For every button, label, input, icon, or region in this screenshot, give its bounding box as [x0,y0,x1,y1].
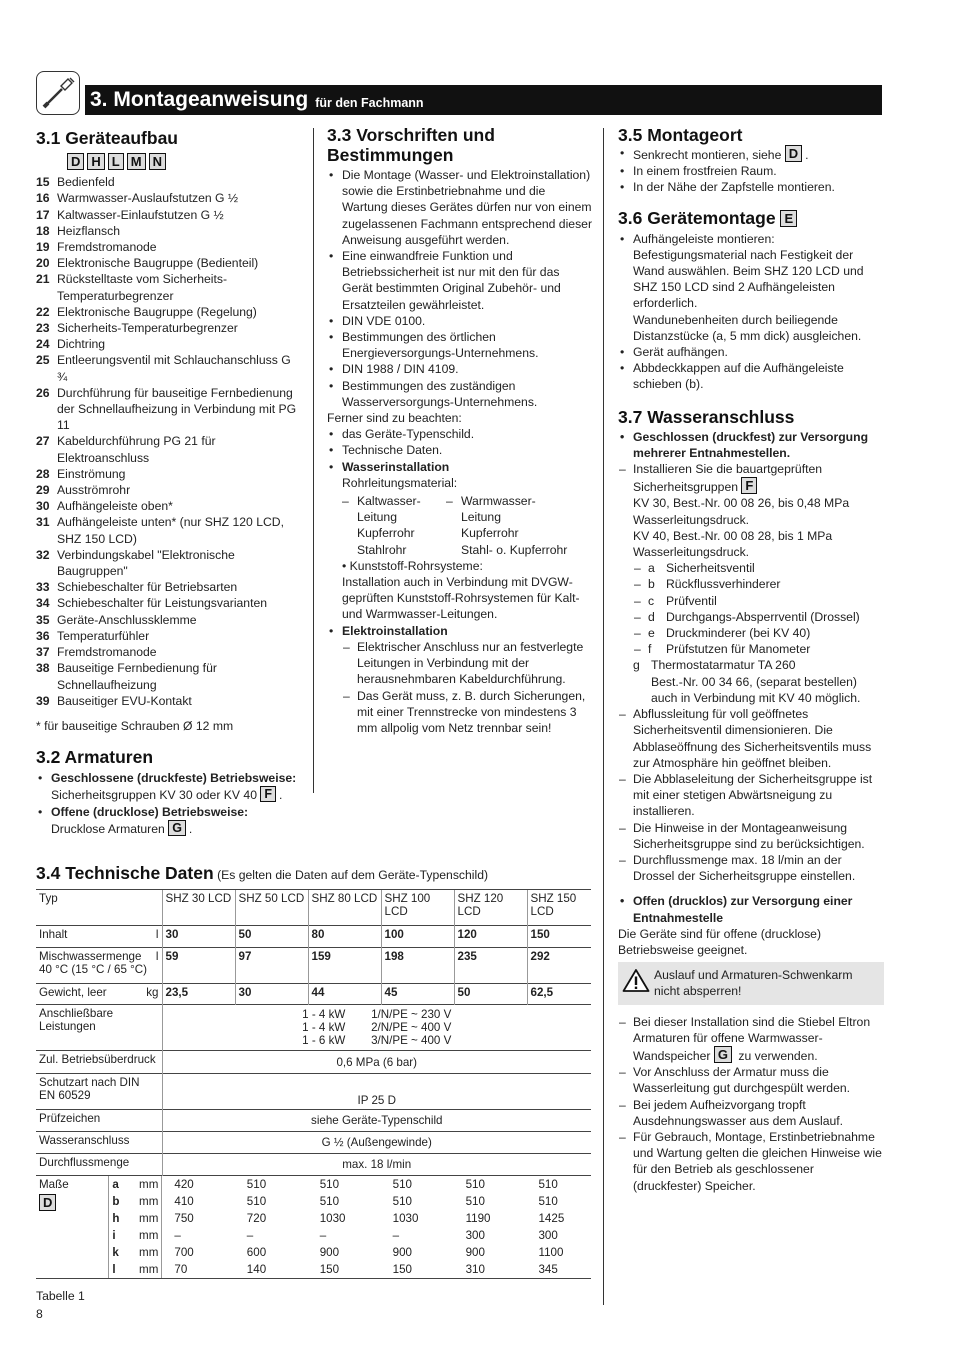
badge: D [785,145,802,162]
footnote: * für bauseitige Schrauben Ø 12 mm [36,718,234,733]
model-badges [67,153,302,171]
list-item: 33 Schiebeschalter für Betriebsarten [36,580,238,595]
list-item: – a Sicherheitsventil [633,560,884,576]
list-item: • DIN 1988 / DIN 4109. [327,361,593,377]
table-row: Durchflussmenge max. 18 l/min [36,1154,591,1176]
list-item: 15 Bedienfeld [36,175,115,190]
list-item: 19 Fremdstromanode [36,240,157,255]
list-item: – e Druckminderer (bei KV 40) [633,625,884,641]
closed-heading: • Geschlossen (druckfest) zur Versorgung mehrerer Entnahmestellen. [618,429,884,461]
list-item: • In der Nähe der Zapfstelle montieren. [618,179,884,195]
list-item: – Vor Anschluss der Armatur muss die Wasserleitung gut durchgespült werden. [618,1064,884,1096]
table-row: Schutzart nach DIN EN 60529 IP 25 D [36,1074,591,1110]
list-item: – Die Abblaseleitung der Sicherheitsgruppe ist mit einer stetigen Abwärtsneigung zu installieren. [618,771,884,820]
list-item: 22 Elektronische Baugruppe (Regelung) [36,304,257,319]
list-item: • Eine einwandfreie Funktion und Betriebssicherheit ist nur mit den für das Gerät bestimmten Original Zubehör- und Ersatzteilen gewährleistet. [327,248,593,313]
table-row: b mm 410 510 510 510 510 510 [112,1195,558,1208]
list-item: • In einem frostfreien Raum. [618,163,884,179]
list-item: • Senkrecht montieren, siehe D . [618,145,884,163]
list-item: 37 Fremdstromanode [36,645,157,660]
section-title-3-5: 3.5 Montageort [618,125,743,145]
badge: G [714,1046,732,1063]
list-item: 30 Aufhängeleiste oben* [36,499,173,514]
list-item: 38 Bauseitige Fernbedienung für Schnellaufheizung [36,661,217,692]
section-header [85,85,882,115]
page-subtitle: für den Fachmann [315,96,424,110]
hinweis-list [618,706,884,884]
table-row: Typ SHZ 30 LCD SHZ 50 LCD SHZ 80 LCD SHZ 100 LCD SHZ 120 LCD SHZ 150 LCD [36,890,591,926]
list-item: 20 Elektronische Baugruppe (Bedienteil) [36,256,259,271]
closed-dash-list [618,461,884,706]
table-caption: Tabelle 1 [36,1289,85,1303]
table-row: k mm 700 600 900 900 900 1100 [112,1246,564,1259]
dimensions-table [36,1176,591,1278]
list-item: 29 Ausströmrohr [36,483,131,498]
armaturen-list [36,770,302,837]
list-item: – Durchflussmenge max. 18 l/min an der Drossel der Sicherheitsgruppe einstellen. [618,852,884,884]
table-row: Maße D a mm 420 510 510 510 510 510 [36,1176,591,1193]
tech-data-table [36,889,591,1279]
list-item: 23 Sicherheits-Temperaturbegrenzer [36,321,238,336]
montageort-list [618,145,884,196]
component-letter-list [633,560,884,657]
list-item: 25 Entleerungsventil mit Schlauchanschluss G ¾ [36,353,291,384]
elektro-list [342,639,593,736]
list-item: • Geschlossene (druckfeste) Betriebsweise: Sicherheitsgruppen KV 30 oder KV 40 F . [36,770,302,803]
badge: N [149,153,166,170]
component-list [36,174,302,709]
list-item: 32 Verbindungskabel "Elektronische Baugruppen" [36,547,235,579]
warning-text: Auslauf und Armaturen-Schwenkarm nicht absperren! [654,968,853,999]
badge: E [780,210,797,227]
tech-data-heading [36,863,616,883]
list-item: • Gerät aufhängen. [618,344,884,360]
section-title-3-2: 3.2 Armaturen [36,747,154,768]
column-2 [327,125,593,736]
badge: L [108,153,124,170]
list-item: • Abbdeckkappen auf die Aufhängeleiste schieben (b). [618,360,884,392]
ferner-list [327,426,593,736]
table-row: Inhalt l 30 50 80 100 120 150 [36,926,591,948]
list-item: – Elektrischer Anschluss nur an festverlegte Leitungen in Verbindung mit der herausnehmbaren Kabeldurchführung. [342,639,593,688]
list-item: 39 Bauseitiger EVU-Kontakt [36,693,192,708]
warning-box [618,962,884,1004]
section-title-3-4: 3.4 Technische Daten [36,863,214,883]
list-item: • Bestimmungen des zuständigen Wasserversorgungs-Unternehmens. [327,378,593,410]
list-item: – Die Hinweise in der Montageanweisung Sicherheitsgruppe sind zu berücksichtigen. [618,820,884,852]
list-item: • das Geräte-Typenschild. [327,426,593,442]
badge: G [168,820,186,836]
list-item: – f Prüfstutzen für Manometer [633,641,884,657]
masse-label: Maße [39,1178,69,1191]
list-item: – Abflussleitung für voll geöffnetes Sicherheitsventil dimensionieren. Die Abblaseöffnung des Sicherheitsventils muss zur Atmosphäre hin geöffnet bleiben. [618,706,884,771]
list-item: 17 Kaltwasser-Einlaufstutzen G ½ [36,207,224,222]
list-item: • Offene (drucklose) Betriebsweise: Drucklose Armaturen G . [36,804,302,837]
list-item: – b Rückflussverhinderer [633,576,884,592]
page-title: 3. Montageanweisung [90,88,309,111]
badge: F [741,477,757,494]
warning-icon [622,968,650,993]
table-row [36,1176,591,1279]
badge: D [67,153,84,170]
list-item: 18 Heizflansch [36,223,120,238]
table-row: l Mischwassermenge 40 °C (15 °C / 65 °C) 59 97 159 198 235 292 [36,948,591,984]
table-row: Gewicht, leer kg 23,5 30 44 45 50 62,5 [36,984,591,1005]
list-item: – Für Gebrauch, Montage, Erstinbetriebnahme und Wartung gelten die gleichen Hinweise wie für den Betrieb als geschlossener (druckfester) Speicher. [618,1129,884,1194]
list-item: – Installieren Sie die bauartgeprüften Sicherheitsgruppen F KV 30, Best.-Nr. 00 08 26, bis 0,48 MPa Wasserleitungsdruck. KV 40, Best.-Nr. 00 08 28, bis 1 MPa Wasserleitungsdruck. – a Sicherheitsventil – b Rückflussverhinderer – c Prüfventil – d Durchgangs-Absperrventil (Drossel) – e Druckminderer (bei KV 40) – f Prüfstutzen für Manometer g Thermostatarmatur TA 260 Best.-Nr. 00 34 66, (separat bestellen) auch in Verbindung mit KV 40 möglich. [618,461,884,706]
tool-icon [36,71,80,115]
badge: D [39,1194,56,1211]
list-item: 16 Warmwasser-Auslaufstutzen G ½ [36,191,239,206]
column-3 [618,125,884,1194]
list-item: 36 Temperaturfühler [36,628,150,643]
pipe-material-table: – Kaltwasser-Leitung Kupferrohr Stahlrohr – Warmwasser-Leitung Kupferrohr Stahl- o. Kupferrohr [342,494,568,557]
open-text: Die Geräte sind für offene (drucklose) Betriebsweise geeignet. [618,926,821,957]
table-row: l mm 70 140 150 150 310 345 [112,1263,558,1276]
table-row: Anschließbare Leistungen 1 - 4 kW 1/N/PE ~ 230 V 1 - 4 kW 2/N/PE ~ 400 V 1 - 6 kW 3/N/PE ~ 400 V [36,1005,591,1051]
list-item: • Technische Daten. [327,442,593,458]
geraetemontage-list [618,231,884,393]
section-title-3-7: 3.7 Wasseranschluss [618,406,795,427]
list-item: • Elektroinstallation – Elektrischer Anschluss nur an festverlegte Leitungen in Verbindung mit der herausnehmbaren Kabeldurchführung. – Das Gerät muss, z. B. durch Sicherungen, mit einer Trennstrecke von mindestens 3 mm allpolig vom Netz trennbar sein! [327,623,593,736]
column-1 [36,128,302,837]
list-item: • Bestimmungen des örtlichen Energieversorgungs-Unternehmens. [327,329,593,361]
table-row: i mm – – – – 300 300 [112,1229,558,1242]
list-item: • Die Montage (Wasser- und Elektroinstallation) sowie die Erstinbetriebnahme und die Wartung dieses Gerätes dürfen nur von einem zugelassenen Fachmann entsprechend dieser Anweisung ausgeführt werden. [327,167,593,248]
section-title-3-1: 3.1 Geräteaufbau [36,128,178,148]
list-item: – Bei dieser Installation sind die Stiebel Eltron Armaturen für offene Warmwasser-Wandspeicher G zu verwenden. [618,1014,884,1065]
list-item: • Wasserinstallation Rohrleitungsmaterial: – Kaltwasser-Leitung Kupferrohr Stahlrohr – Warmwasser-Leitung Kupferrohr Stahl- o. Kupferrohr • Kunststoff-Rohrsysteme: Installation auch in Verbindung mit DVGW-geprüften Kunststoff-Rohrsystemen für Kalt- und Warmwasser-Leitungen. [327,459,593,623]
list-item: 31 Aufhängeleiste unten* (nur SHZ 120 LCD, SHZ 150 LCD) [36,515,284,546]
badge: H [87,153,104,170]
page-number: 8 [36,1307,43,1321]
list-item: – d Durchgangs-Absperrventil (Drossel) [633,609,884,625]
list-item: • Aufhängeleiste montieren: Befestigungsmaterial nach Festigkeit der Wand auswählen. Beim SHZ 120 LCD und SHZ 150 LCD sind 2 Aufhängeleisten erforderlich. Wandunebenheiten durch beiliegende Distanzstücke (a, 5 mm dick) ausgleichen. [618,231,884,344]
badge: F [260,786,276,802]
list-item: – Das Gerät muss, z. B. durch Sicherungen, mit einer Trennstrecke von mindestens 3 mm allpolig vom Netz trennbar sein! [342,688,593,737]
table-row: Prüfzeichen siehe Geräte-Typenschild [36,1110,591,1132]
column-divider [313,128,314,793]
open-heading: • Offen (drucklos) zur Versorgung einer Entnahmestelle [618,893,884,925]
ferner-label: Ferner sind zu beachten: [327,411,462,426]
list-item: 26 Durchführung für bauseitige Fernbedienung der Schnellaufheizung in Verbindung mit PG 11 [36,385,297,433]
list-item: – Bei jedem Aufheizvorgang tropft Ausdehnungswasser aus dem Auslauf. [618,1097,884,1129]
table-row: Zul. Betriebsüberdruck 0,6 MPa (6 bar) [36,1051,591,1074]
table-row: h mm 750 720 1030 1030 1190 1425 [112,1212,565,1225]
list-item: 24 Dichtring [36,337,106,352]
table-row: Wasseranschluss G ½ (Außengewinde) [36,1132,591,1154]
list-item: 35 Geräte-Anschlussklemme [36,612,197,627]
badge: M [127,153,146,170]
section-subtitle: (Es gelten die Daten auf dem Geräte-Typenschild) [217,868,489,882]
column-divider [603,128,604,1305]
list-item: 21 Rückstelltaste vom Sicherheits-Temperaturbegrenzer [36,272,228,303]
section-title-3-3: 3.3 Vorschriften und Bestimmungen [327,125,495,165]
section-title-3-6: 3.6 Gerätemontage E [618,208,884,228]
list-item: • DIN VDE 0100. [327,313,593,329]
list-item: 28 Einströmung [36,466,126,481]
list-item: 27 Kabeldurchführung PG 21 für Elektroanschluss [36,434,216,465]
vorschriften-list [327,167,593,410]
open-dash-list [618,1014,884,1194]
list-item: 34 Schiebeschalter für Leistungsvarianten [36,596,268,611]
list-item: – c Prüfventil [633,593,884,609]
